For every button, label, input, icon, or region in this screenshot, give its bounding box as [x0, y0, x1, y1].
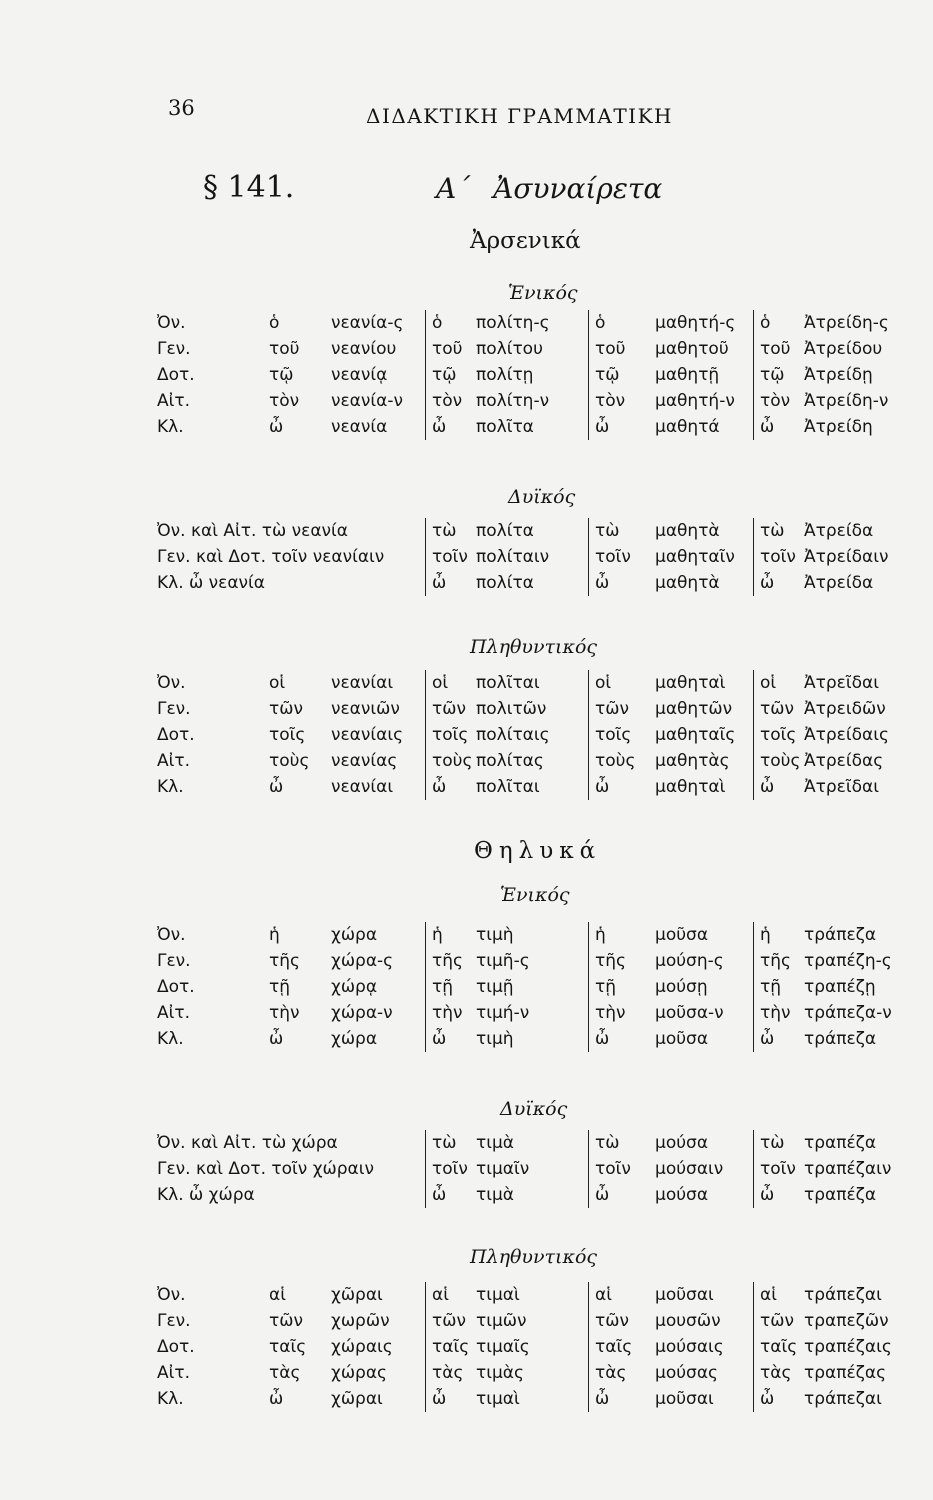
case-label: Κλ. ὦ νεανία: [157, 573, 266, 593]
table-row: [157, 696, 932, 722]
noun-form-cell: μαθηταῖν: [655, 547, 735, 567]
article-cell: τοὺς: [754, 748, 805, 774]
noun-form-cell: μοῦσα-ν: [655, 1003, 724, 1023]
noun-form-cell: πολίτῃ: [476, 365, 534, 385]
noun-form-cell: μαθητή-ς: [655, 313, 736, 333]
noun-form-cell: τιμή-ν: [476, 1003, 530, 1023]
noun-form-cell: νεανία-ν: [331, 391, 403, 411]
noun-form-cell: μοῦσαι: [655, 1285, 714, 1305]
article-cell: τοῖν: [754, 1156, 805, 1182]
table-row: [157, 1130, 932, 1156]
article-cell: ὦ: [589, 1386, 656, 1412]
case-label: Γεν.: [157, 951, 191, 971]
case-label: Αἰτ.: [157, 1363, 191, 1383]
article-cell: ὦ: [269, 417, 284, 437]
feminine-dual-label: Δυϊκός: [500, 1098, 568, 1120]
article-cell: τοὺς: [269, 751, 310, 771]
case-label: Δοτ.: [157, 365, 195, 385]
article-cell: ὦ: [426, 1026, 477, 1052]
article-cell: τοῦ: [426, 336, 477, 362]
noun-form-cell: χώραις: [331, 1337, 393, 1357]
case-label: Κλ. ὦ χώρα: [157, 1185, 255, 1205]
article-cell: τῆς: [269, 951, 300, 971]
noun-form-cell: μοῦσαι: [655, 1389, 714, 1409]
noun-form-cell: μαθητὰ: [655, 573, 720, 593]
noun-form-cell: μοῦσα: [655, 1029, 709, 1049]
article-cell: τὰς: [426, 1360, 477, 1386]
noun-form-cell: μαθητή-ν: [655, 391, 735, 411]
noun-form-cell: τιμῶν: [476, 1311, 527, 1331]
noun-form-cell: μούσα: [655, 1133, 709, 1153]
noun-form-cell: Ἀτρείδας: [804, 751, 884, 771]
page-number: 36: [168, 96, 195, 120]
noun-form-cell: Ἀτρείδαιν: [804, 547, 889, 567]
article-cell: τὴν: [589, 1000, 656, 1026]
article-cell: ἡ: [754, 922, 805, 948]
noun-form-cell: χώρᾳ: [331, 977, 378, 997]
article-cell: ὦ: [589, 774, 656, 800]
noun-form-cell: τιμαῖν: [476, 1159, 530, 1179]
masculine-dual-label: Δυϊκός: [508, 486, 576, 508]
case-label: Δοτ.: [157, 1337, 195, 1357]
article-cell: τῶν: [269, 1311, 303, 1331]
article-cell: τῷ: [426, 362, 477, 388]
article-cell: ὦ: [426, 1182, 477, 1208]
noun-form-cell: νεανίαις: [331, 725, 404, 745]
article-cell: ὁ: [589, 310, 656, 336]
article-cell: τοῖς: [426, 722, 477, 748]
table-row: [157, 1156, 932, 1182]
noun-form-cell: χώρα-ν: [331, 1003, 393, 1023]
noun-form-cell: Ἀτρείδαις: [804, 725, 889, 745]
noun-form-cell: μαθητοῦ: [655, 339, 729, 359]
noun-form-cell: χωρῶν: [331, 1311, 390, 1331]
article-cell: τοὺς: [426, 748, 477, 774]
noun-form-cell: πολίτη-ς: [476, 313, 550, 333]
noun-form-cell: πολίτα: [476, 521, 534, 541]
noun-form-cell: μούσαιν: [655, 1159, 724, 1179]
article-cell: αἱ: [269, 1285, 286, 1305]
table-row: [157, 1026, 932, 1052]
table-row: [157, 518, 932, 544]
noun-form-cell: νεανίαι: [331, 673, 394, 693]
noun-form-cell: μούσαις: [655, 1337, 724, 1357]
article-cell: ὦ: [754, 414, 805, 440]
noun-form-cell: μουσῶν: [655, 1311, 721, 1331]
article-cell: τὼ: [589, 1130, 656, 1156]
noun-form-cell: τραπέζη-ς: [804, 951, 892, 971]
noun-form-cell: χώρα: [331, 1029, 378, 1049]
article-cell: τὴν: [754, 1000, 805, 1026]
noun-form-cell: πολίτου: [476, 339, 543, 359]
article-cell: ὦ: [269, 777, 284, 797]
masculine-singular-label: Ἑνικός: [508, 282, 578, 304]
article-cell: οἱ: [589, 670, 656, 696]
article-cell: ὦ: [754, 1386, 805, 1412]
article-cell: τῇ: [426, 974, 477, 1000]
noun-form-cell: τραπεζῶν: [804, 1311, 889, 1331]
noun-form-cell: πολῖται: [476, 777, 540, 797]
article-cell: ὦ: [589, 1182, 656, 1208]
article-cell: τοῖν: [426, 1156, 477, 1182]
table-row: [157, 1308, 932, 1334]
table-row: [157, 922, 932, 948]
article-cell: τοῖς: [589, 722, 656, 748]
case-label: Γεν. καὶ Δοτ. τοῖν νεανίαιν: [157, 547, 385, 567]
case-label: Ὀν.: [157, 673, 186, 693]
section-title: Ἀσυναίρετα: [493, 172, 663, 205]
article-cell: τὸν: [589, 388, 656, 414]
article-cell: οἱ: [754, 670, 805, 696]
article-cell: ὦ: [589, 414, 656, 440]
article-cell: τῆς: [754, 948, 805, 974]
noun-form-cell: τράπεζαι: [804, 1389, 882, 1409]
table-row: [157, 948, 932, 974]
noun-form-cell: νεανιῶν: [331, 699, 400, 719]
article-cell: τὼ: [426, 518, 477, 544]
article-cell: τοῖς: [269, 725, 306, 745]
noun-form-cell: τράπεζα: [804, 925, 877, 945]
table-row: [157, 570, 932, 596]
article-cell: τῷ: [269, 365, 294, 385]
noun-form-cell: τραπέζῃ: [804, 977, 876, 997]
case-label: Αἰτ.: [157, 391, 191, 411]
noun-form-cell: μούσας: [655, 1363, 719, 1383]
noun-form-cell: τραπέζαιν: [804, 1159, 892, 1179]
article-cell: ὦ: [426, 1386, 477, 1412]
article-cell: τὴν: [269, 1003, 300, 1023]
noun-form-cell: πολίτας: [476, 751, 544, 771]
table-row: [157, 1182, 932, 1208]
noun-form-cell: χῶραι: [331, 1389, 383, 1409]
article-cell: ἡ: [269, 925, 280, 945]
article-cell: τὰς: [589, 1360, 656, 1386]
table-row: [157, 1000, 932, 1026]
case-label: Αἰτ.: [157, 751, 191, 771]
article-cell: τῶν: [754, 696, 805, 722]
noun-form-cell: πολῖτα: [476, 417, 534, 437]
case-label: Ὀν.: [157, 925, 186, 945]
article-cell: ὁ: [426, 310, 477, 336]
noun-form-cell: χώρα-ς: [331, 951, 394, 971]
noun-form-cell: μαθητά: [655, 417, 720, 437]
case-label: Αἰτ.: [157, 1003, 191, 1023]
table-row: [157, 336, 932, 362]
case-label: Γεν. καὶ Δοτ. τοῖν χώραιν: [157, 1159, 375, 1179]
article-cell: τῶν: [426, 1308, 477, 1334]
masculine-dual-table: [157, 518, 932, 596]
article-cell: τὼ: [426, 1130, 477, 1156]
article-cell: τὼ: [589, 518, 656, 544]
table-row: [157, 1360, 932, 1386]
article-cell: τῇ: [589, 974, 656, 1000]
article-cell: τῆς: [589, 948, 656, 974]
table-row: [157, 1334, 932, 1360]
article-cell: αἱ: [754, 1282, 805, 1308]
article-cell: τοὺς: [589, 748, 656, 774]
noun-form-cell: νεανίαι: [331, 777, 394, 797]
case-label: Γεν.: [157, 1311, 191, 1331]
noun-form-cell: μαθητὰ: [655, 521, 720, 541]
article-cell: τῇ: [269, 977, 291, 997]
table-row: [157, 544, 932, 570]
article-cell: τοῖν: [426, 544, 477, 570]
article-cell: τοῖν: [754, 544, 805, 570]
noun-form-cell: Ἀτρείδῃ: [804, 365, 873, 385]
noun-form-cell: νεανίᾳ: [331, 365, 388, 385]
article-cell: τοῖν: [589, 544, 656, 570]
case-label: Κλ.: [157, 1389, 184, 1409]
noun-form-cell: νεανίου: [331, 339, 397, 359]
case-label: Ὀν.: [157, 313, 186, 333]
noun-form-cell: Ἀτρείδου: [804, 339, 883, 359]
article-cell: ὦ: [426, 414, 477, 440]
article-cell: ὦ: [754, 570, 805, 596]
noun-form-cell: Ἀτρειδῶν: [804, 699, 886, 719]
section-heading: [436, 172, 662, 205]
article-cell: τῷ: [754, 362, 805, 388]
case-label: Κλ.: [157, 417, 184, 437]
table-row: [157, 748, 932, 774]
case-label: Ὀν.: [157, 1285, 186, 1305]
feminine-singular-table: [157, 922, 932, 1052]
noun-form-cell: τιμὰ: [476, 1133, 515, 1153]
noun-form-cell: τράπεζα: [804, 1029, 877, 1049]
noun-form-cell: τιμαῖς: [476, 1337, 530, 1357]
noun-form-cell: πολίταιν: [476, 547, 550, 567]
article-cell: τοῖς: [754, 722, 805, 748]
feminine-title: Θηλυκά: [474, 838, 602, 864]
article-cell: τοῦ: [589, 336, 656, 362]
article-cell: ἡ: [426, 922, 477, 948]
article-cell: τῶν: [426, 696, 477, 722]
article-cell: αἱ: [589, 1282, 656, 1308]
case-label: Κλ.: [157, 1029, 184, 1049]
case-label: Κλ.: [157, 777, 184, 797]
article-cell: τῶν: [269, 699, 303, 719]
article-cell: τὸν: [426, 388, 477, 414]
article-cell: ὦ: [589, 570, 656, 596]
noun-form-cell: πολῖται: [476, 673, 540, 693]
noun-form-cell: μούσα: [655, 1185, 709, 1205]
noun-form-cell: πολίτα: [476, 573, 534, 593]
noun-form-cell: τραπέζας: [804, 1363, 887, 1383]
article-cell: ὦ: [269, 1389, 284, 1409]
noun-form-cell: τιμῇ: [476, 977, 514, 997]
section-number: § 141.: [203, 170, 295, 205]
article-cell: αἱ: [426, 1282, 477, 1308]
case-label: Δοτ.: [157, 725, 195, 745]
noun-form-cell: τράπεζαι: [804, 1285, 882, 1305]
noun-form-cell: μαθηταὶ: [655, 673, 726, 693]
table-row: [157, 722, 932, 748]
article-cell: ὦ: [269, 1029, 284, 1049]
noun-form-cell: Ἀτρείδα: [804, 573, 874, 593]
noun-form-cell: τιμῆ-ς: [476, 951, 530, 971]
noun-form-cell: μαθητῶν: [655, 699, 733, 719]
noun-form-cell: Ἀτρείδα: [804, 521, 874, 541]
noun-form-cell: χώρας: [331, 1363, 388, 1383]
noun-form-cell: Ἀτρείδη-ν: [804, 391, 889, 411]
noun-form-cell: Ἀτρεῖδαι: [804, 777, 879, 797]
table-row: [157, 670, 932, 696]
table-row: [157, 1282, 932, 1308]
article-cell: τὰς: [754, 1360, 805, 1386]
article-cell: τοῦ: [754, 336, 805, 362]
article-cell: ὦ: [426, 774, 477, 800]
article-cell: ἡ: [589, 922, 656, 948]
noun-form-cell: τιμὴ: [476, 1029, 514, 1049]
noun-form-cell: τιμαὶ: [476, 1285, 520, 1305]
article-cell: τὸν: [269, 391, 300, 411]
article-cell: οἱ: [269, 673, 286, 693]
article-cell: τὰς: [269, 1363, 301, 1383]
article-cell: ὁ: [269, 313, 280, 333]
masculine-plural-table: [157, 670, 932, 800]
noun-form-cell: μαθητῇ: [655, 365, 720, 385]
table-row: [157, 774, 932, 800]
noun-form-cell: νεανία: [331, 417, 388, 437]
noun-form-cell: μούσῃ: [655, 977, 708, 997]
table-row: [157, 1386, 932, 1412]
article-cell: τοῖν: [589, 1156, 656, 1182]
article-cell: τῆς: [426, 948, 477, 974]
table-row: [157, 414, 932, 440]
article-cell: τῶν: [589, 1308, 656, 1334]
masculine-title: Ἀρσενικά: [470, 228, 581, 254]
article-cell: ταῖς: [754, 1334, 805, 1360]
running-title: ΔΙΔΑΚΤΙΚΗ ΓΡΑΜΜΑΤΙΚΗ: [366, 104, 673, 128]
noun-form-cell: μαθηταῖς: [655, 725, 736, 745]
article-cell: τὴν: [426, 1000, 477, 1026]
noun-form-cell: πολιτῶν: [476, 699, 547, 719]
article-cell: ὁ: [754, 310, 805, 336]
table-row: [157, 388, 932, 414]
case-label: Ὀν. καὶ Αἰτ. τὼ χώρα: [157, 1133, 338, 1153]
noun-form-cell: τραπέζα: [804, 1185, 877, 1205]
article-cell: τῇ: [754, 974, 805, 1000]
noun-form-cell: τιμὰ: [476, 1185, 515, 1205]
feminine-plural-table: [157, 1282, 932, 1412]
article-cell: ὦ: [426, 570, 477, 596]
noun-form-cell: Ἀτρεῖδαι: [804, 673, 879, 693]
article-cell: ὦ: [754, 774, 805, 800]
article-cell: τὼ: [754, 518, 805, 544]
feminine-plural-label: Πληθυντικός: [470, 1246, 598, 1268]
noun-form-cell: τιμὰς: [476, 1363, 524, 1383]
noun-form-cell: μοῦσα: [655, 925, 709, 945]
noun-form-cell: μούση-ς: [655, 951, 724, 971]
table-row: [157, 310, 932, 336]
article-cell: ταῖς: [269, 1337, 307, 1357]
table-row: [157, 974, 932, 1000]
noun-form-cell: χῶραι: [331, 1285, 383, 1305]
noun-form-cell: τιμαὶ: [476, 1389, 520, 1409]
section-letter: Α΄: [436, 172, 471, 205]
case-label: Ὀν. καὶ Αἰτ. τὼ νεανία: [157, 521, 349, 541]
article-cell: τῶν: [589, 696, 656, 722]
noun-form-cell: μαθηταὶ: [655, 777, 726, 797]
article-cell: τὸν: [754, 388, 805, 414]
article-cell: ταῖς: [589, 1334, 656, 1360]
table-row: [157, 362, 932, 388]
feminine-dual-table: [157, 1130, 932, 1208]
article-cell: ὦ: [754, 1026, 805, 1052]
noun-form-cell: τιμὴ: [476, 925, 514, 945]
case-label: Γεν.: [157, 699, 191, 719]
article-cell: τῷ: [589, 362, 656, 388]
noun-form-cell: τράπεζα-ν: [804, 1003, 892, 1023]
article-cell: τοῦ: [269, 339, 300, 359]
noun-form-cell: νεανίας: [331, 751, 398, 771]
feminine-singular-label: Ἑνικός: [500, 884, 570, 906]
noun-form-cell: πολίταις: [476, 725, 550, 745]
article-cell: οἱ: [426, 670, 477, 696]
noun-form-cell: χώρα: [331, 925, 378, 945]
article-cell: ὦ: [589, 1026, 656, 1052]
noun-form-cell: μαθητὰς: [655, 751, 730, 771]
article-cell: τῶν: [754, 1308, 805, 1334]
article-cell: ταῖς: [426, 1334, 477, 1360]
case-label: Γεν.: [157, 339, 191, 359]
masculine-singular-table: [157, 310, 932, 440]
masculine-plural-label: Πληθυντικός: [470, 636, 598, 658]
noun-form-cell: Ἀτρείδη-ς: [804, 313, 889, 333]
article-cell: τὼ: [754, 1130, 805, 1156]
noun-form-cell: τραπέζαις: [804, 1337, 892, 1357]
noun-form-cell: νεανία-ς: [331, 313, 404, 333]
noun-form-cell: τραπέζα: [804, 1133, 877, 1153]
noun-form-cell: Ἀτρείδη: [804, 417, 873, 437]
article-cell: ὦ: [754, 1182, 805, 1208]
case-label: Δοτ.: [157, 977, 195, 997]
noun-form-cell: πολίτη-ν: [476, 391, 550, 411]
